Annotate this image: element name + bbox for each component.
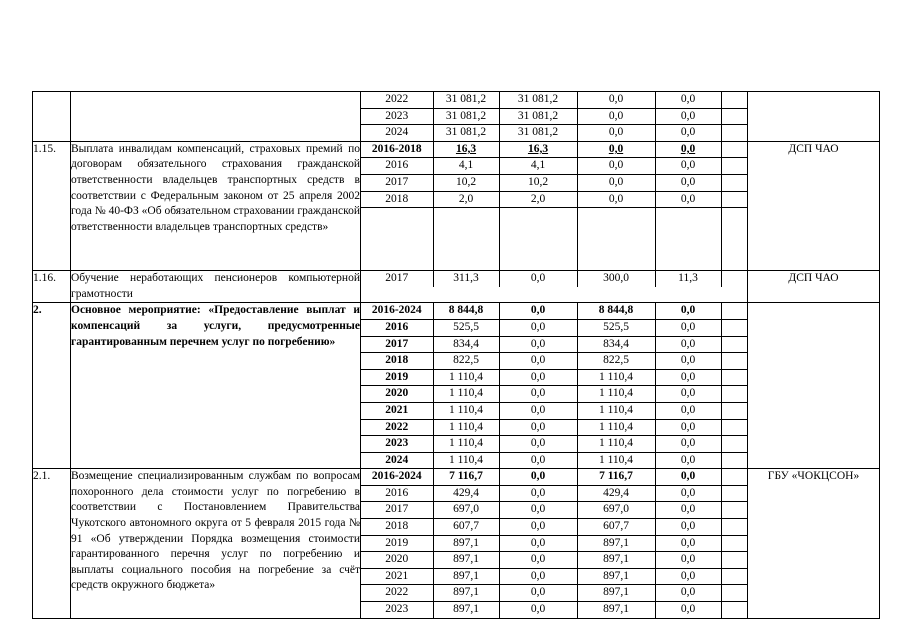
filler-cell <box>433 208 499 271</box>
federal-cell: 0,0 <box>499 436 577 453</box>
spacer-cell <box>721 92 748 108</box>
other-cell: 0,0 <box>655 519 721 536</box>
total-cell: 31 081,2 <box>433 108 499 125</box>
year-row <box>361 585 748 602</box>
spacer-cell <box>721 125 748 141</box>
regional-cell: 0,0 <box>577 142 655 158</box>
year-row <box>361 108 748 125</box>
other-cell: 0,0 <box>655 336 721 353</box>
other-cell: 0,0 <box>655 142 721 158</box>
federal-cell: 16,3 <box>499 142 577 158</box>
year-row <box>361 519 748 536</box>
spacer-cell <box>721 336 748 353</box>
total-cell: 1 110,4 <box>433 452 499 468</box>
federal-cell: 31 081,2 <box>499 108 577 125</box>
spacer-cell <box>721 469 748 485</box>
year-row <box>361 602 748 618</box>
year-cell: 2022 <box>361 419 433 436</box>
year-cell: 2023 <box>361 602 433 618</box>
total-cell: 31 081,2 <box>433 125 499 141</box>
total-cell: 525,5 <box>433 319 499 336</box>
federal-cell: 31 081,2 <box>499 125 577 141</box>
year-cell: 2016 <box>361 158 433 175</box>
table-row <box>33 469 880 618</box>
year-row <box>361 402 748 419</box>
spacer-cell <box>721 568 748 585</box>
federal-cell: 0,0 <box>499 502 577 519</box>
year-row <box>361 369 748 386</box>
other-cell: 0,0 <box>655 125 721 141</box>
federal-cell: 0,0 <box>499 303 577 319</box>
year-row <box>361 419 748 436</box>
spacer-cell <box>721 436 748 453</box>
spacer-cell <box>721 353 748 370</box>
filler-cell <box>499 208 577 271</box>
year-cell: 2021 <box>361 402 433 419</box>
responsible-executor: ДСП ЧАО <box>748 141 880 270</box>
spacer-cell <box>721 142 748 158</box>
year-row <box>361 436 748 453</box>
spacer-cell <box>721 452 748 468</box>
year-row <box>361 485 748 502</box>
other-cell: 0,0 <box>655 585 721 602</box>
year-cell: 2016-2024 <box>361 303 433 319</box>
year-row <box>361 191 748 208</box>
year-row <box>361 319 748 336</box>
year-cell: 2020 <box>361 386 433 403</box>
federal-cell: 0,0 <box>499 319 577 336</box>
year-cell: 2016 <box>361 319 433 336</box>
federal-cell: 0,0 <box>499 271 577 287</box>
other-cell: 0,0 <box>655 502 721 519</box>
total-cell: 897,1 <box>433 552 499 569</box>
other-cell: 0,0 <box>655 568 721 585</box>
responsible-executor <box>748 303 880 469</box>
other-cell: 0,0 <box>655 602 721 618</box>
spacer-cell <box>721 158 748 175</box>
federal-cell: 0,0 <box>499 552 577 569</box>
federal-cell: 0,0 <box>499 568 577 585</box>
row-number <box>33 92 71 142</box>
year-cell: 2017 <box>361 336 433 353</box>
other-cell: 0,0 <box>655 386 721 403</box>
year-row <box>361 568 748 585</box>
year-cell: 2019 <box>361 369 433 386</box>
year-row <box>361 158 748 175</box>
other-cell: 0,0 <box>655 158 721 175</box>
spacer-cell <box>721 402 748 419</box>
year-row <box>361 142 748 158</box>
spacer-cell <box>721 485 748 502</box>
year-cell: 2019 <box>361 535 433 552</box>
regional-cell: 897,1 <box>577 552 655 569</box>
year-cell: 2018 <box>361 353 433 370</box>
regional-cell: 1 110,4 <box>577 402 655 419</box>
regional-cell: 429,4 <box>577 485 655 502</box>
spacer-cell <box>721 552 748 569</box>
other-cell: 0,0 <box>655 452 721 468</box>
year-row <box>361 125 748 141</box>
total-cell: 834,4 <box>433 336 499 353</box>
responsible-executor: ДСП ЧАО <box>748 271 880 303</box>
regional-cell: 0,0 <box>577 92 655 108</box>
total-cell: 1 110,4 <box>433 369 499 386</box>
total-cell: 311,3 <box>433 271 499 287</box>
federal-cell: 0,0 <box>499 419 577 436</box>
year-cell: 2022 <box>361 92 433 108</box>
row-number: 1.16. <box>33 271 71 303</box>
spacer-cell <box>721 191 748 208</box>
federal-cell: 0,0 <box>499 602 577 618</box>
spacer-cell <box>721 386 748 403</box>
total-cell: 2,0 <box>433 191 499 208</box>
program-table <box>32 91 879 619</box>
other-cell: 0,0 <box>655 108 721 125</box>
total-cell: 697,0 <box>433 502 499 519</box>
funding-years <box>361 92 748 142</box>
spacer-cell <box>721 602 748 618</box>
federal-cell: 0,0 <box>499 386 577 403</box>
year-row <box>361 92 748 108</box>
funding-years <box>361 141 748 270</box>
total-cell: 1 110,4 <box>433 419 499 436</box>
year-row <box>361 386 748 403</box>
regional-cell: 0,0 <box>577 158 655 175</box>
activity-description: Обучение неработающих пенсионеров компьютерной грамотности <box>71 271 361 303</box>
regional-cell: 0,0 <box>577 174 655 191</box>
row-number: 2.1. <box>33 469 71 618</box>
regional-cell: 0,0 <box>577 108 655 125</box>
year-row <box>361 336 748 353</box>
other-cell: 0,0 <box>655 485 721 502</box>
budget-table <box>32 91 880 619</box>
activity-description: Основное мероприятие: «Предоставление выплат и компенсаций за услуги, предусмотренные гарантированным перечнем услуг по погребению» <box>71 303 361 469</box>
row-number: 1.15. <box>33 141 71 270</box>
spacer-cell <box>721 535 748 552</box>
filler-cell <box>655 208 721 271</box>
regional-cell: 697,0 <box>577 502 655 519</box>
year-cell: 2016 <box>361 485 433 502</box>
federal-cell: 0,0 <box>499 485 577 502</box>
regional-cell: 1 110,4 <box>577 386 655 403</box>
year-row <box>361 452 748 468</box>
total-cell: 1 110,4 <box>433 436 499 453</box>
total-cell: 897,1 <box>433 602 499 618</box>
regional-cell: 525,5 <box>577 319 655 336</box>
year-cell: 2018 <box>361 191 433 208</box>
year-row <box>361 502 748 519</box>
table-row <box>33 92 880 142</box>
year-cell: 2024 <box>361 125 433 141</box>
total-cell: 607,7 <box>433 519 499 536</box>
federal-cell: 31 081,2 <box>499 92 577 108</box>
federal-cell: 0,0 <box>499 469 577 485</box>
regional-cell: 897,1 <box>577 535 655 552</box>
other-cell: 0,0 <box>655 402 721 419</box>
row-number: 2. <box>33 303 71 469</box>
responsible-executor <box>748 92 880 142</box>
total-cell: 897,1 <box>433 535 499 552</box>
regional-cell: 897,1 <box>577 602 655 618</box>
regional-cell: 897,1 <box>577 585 655 602</box>
other-cell: 0,0 <box>655 191 721 208</box>
year-row <box>361 303 748 319</box>
spacer-cell <box>721 319 748 336</box>
year-cell: 2017 <box>361 271 433 287</box>
total-cell: 31 081,2 <box>433 92 499 108</box>
total-cell: 16,3 <box>433 142 499 158</box>
federal-cell: 4,1 <box>499 158 577 175</box>
table-row <box>33 271 880 303</box>
regional-cell: 1 110,4 <box>577 369 655 386</box>
year-cell: 2017 <box>361 502 433 519</box>
year-cell: 2020 <box>361 552 433 569</box>
total-cell: 4,1 <box>433 158 499 175</box>
regional-cell: 300,0 <box>577 271 655 287</box>
other-cell: 0,0 <box>655 303 721 319</box>
other-cell: 0,0 <box>655 552 721 569</box>
year-cell: 2023 <box>361 436 433 453</box>
regional-cell: 897,1 <box>577 568 655 585</box>
other-cell: 0,0 <box>655 174 721 191</box>
year-row <box>361 271 748 287</box>
federal-cell: 0,0 <box>499 585 577 602</box>
spacer-cell <box>721 502 748 519</box>
funding-years <box>361 271 748 303</box>
total-cell: 897,1 <box>433 568 499 585</box>
funding-years <box>361 469 748 618</box>
year-cell: 2023 <box>361 108 433 125</box>
total-cell: 1 110,4 <box>433 386 499 403</box>
year-row <box>361 535 748 552</box>
activity-description <box>71 92 361 142</box>
filler-cell <box>721 208 748 271</box>
table-row <box>33 141 880 270</box>
filler-cell <box>361 208 433 271</box>
total-cell: 822,5 <box>433 353 499 370</box>
regional-cell: 1 110,4 <box>577 436 655 453</box>
total-cell: 10,2 <box>433 174 499 191</box>
year-cell: 2022 <box>361 585 433 602</box>
regional-cell: 822,5 <box>577 353 655 370</box>
year-cell: 2024 <box>361 452 433 468</box>
responsible-executor: ГБУ «ЧОКЦСОН» <box>748 469 880 618</box>
spacer-cell <box>721 303 748 319</box>
other-cell: 0,0 <box>655 469 721 485</box>
other-cell: 0,0 <box>655 419 721 436</box>
year-row <box>361 174 748 191</box>
other-cell: 0,0 <box>655 369 721 386</box>
activity-description: Возмещение специализированным службам по вопросам похоронного дела стоимости услуг по погребению в соответствии с Постановлением Правительства Чукотского автономного округа от 5 февраля 2015 года № 91 «Об утверждении Порядка возмещения стоимости гарантированного перечня услуг по погребению и выплаты социального пособия на погребение за счёт средств окружного бюджета» <box>71 469 361 618</box>
spacer-cell <box>721 369 748 386</box>
spacer-cell <box>721 271 748 287</box>
total-cell: 8 844,8 <box>433 303 499 319</box>
year-row <box>361 353 748 370</box>
spacer-cell <box>721 585 748 602</box>
other-cell: 11,3 <box>655 271 721 287</box>
spacer-cell <box>721 108 748 125</box>
federal-cell: 2,0 <box>499 191 577 208</box>
federal-cell: 10,2 <box>499 174 577 191</box>
year-cell: 2021 <box>361 568 433 585</box>
other-cell: 0,0 <box>655 353 721 370</box>
total-cell: 429,4 <box>433 485 499 502</box>
year-cell: 2016-2024 <box>361 469 433 485</box>
other-cell: 0,0 <box>655 436 721 453</box>
spacer-cell <box>721 419 748 436</box>
year-row <box>361 552 748 569</box>
regional-cell: 0,0 <box>577 191 655 208</box>
federal-cell: 0,0 <box>499 402 577 419</box>
year-row <box>361 469 748 485</box>
federal-cell: 0,0 <box>499 452 577 468</box>
regional-cell: 7 116,7 <box>577 469 655 485</box>
year-cell: 2018 <box>361 519 433 536</box>
federal-cell: 0,0 <box>499 535 577 552</box>
regional-cell: 1 110,4 <box>577 419 655 436</box>
spacer-cell <box>721 519 748 536</box>
regional-cell: 1 110,4 <box>577 452 655 468</box>
federal-cell: 0,0 <box>499 336 577 353</box>
regional-cell: 0,0 <box>577 125 655 141</box>
federal-cell: 0,0 <box>499 353 577 370</box>
regional-cell: 607,7 <box>577 519 655 536</box>
spacer-cell <box>721 174 748 191</box>
filler-cell <box>577 208 655 271</box>
total-cell: 1 110,4 <box>433 402 499 419</box>
total-cell: 897,1 <box>433 585 499 602</box>
other-cell: 0,0 <box>655 535 721 552</box>
other-cell: 0,0 <box>655 319 721 336</box>
other-cell: 0,0 <box>655 92 721 108</box>
year-cell: 2016-2018 <box>361 142 433 158</box>
activity-description: Выплата инвалидам компенсаций, страховых премий по договорам обязательного страхования гражданской ответственности владельцев транспортных средств в соответствии с Федеральным законом от 25 апреля 2002 года № 40-ФЗ «Об обязательном страховании гражданской ответственности владельцев транспортных средств» <box>71 141 361 270</box>
year-cell: 2017 <box>361 174 433 191</box>
regional-cell: 8 844,8 <box>577 303 655 319</box>
federal-cell: 0,0 <box>499 369 577 386</box>
table-row <box>33 303 880 469</box>
total-cell: 7 116,7 <box>433 469 499 485</box>
federal-cell: 0,0 <box>499 519 577 536</box>
regional-cell: 834,4 <box>577 336 655 353</box>
funding-years <box>361 303 748 469</box>
